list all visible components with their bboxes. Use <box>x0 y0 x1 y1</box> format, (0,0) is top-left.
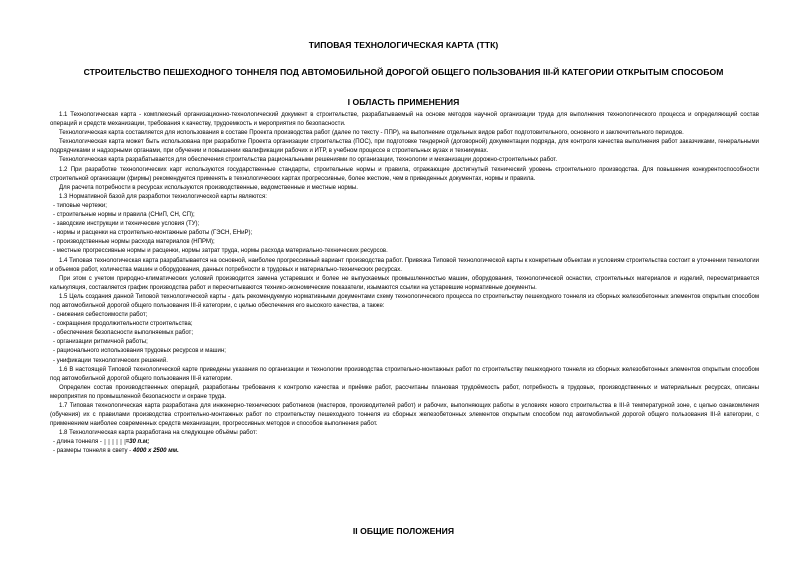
volume-tunnel-size <box>50 447 759 456</box>
paragraph: 1.3 Нормативной базой для разработки технологической карты являются: <box>59 193 267 200</box>
document-subtitle: СТРОИТЕЛЬСТВО ПЕШЕХОДНОГО ТОННЕЛЯ ПОД АВТОМОБИЛЬНОЙ ДОРОГОЙ ОБЩЕГО ПОЛЬЗОВАНИЯ III-Й КАТЕГОРИИ ОТКРЫТЫМ СПОСОБОМ <box>83 67 724 77</box>
section-heading-2: II ОБЩИЕ ПОЛОЖЕНИЯ <box>352 526 455 536</box>
paragraph: Технологическая карта составляется для использования в составе Проекта производства работ (далее по тексту - ППР), на выполнение отдельных видов работ подготовительного, основного и заключительного периодов. <box>59 130 684 137</box>
document-title: ТИПОВАЯ ТЕХНОЛОГИЧЕСКАЯ КАРТА (ТТК) <box>308 40 499 50</box>
paragraph: 1.5 Цель создания данной Типовой технологической карты - дать рекомендуемую нормативными документами схему технологического процесса по строительству пешеходного тоннеля из сборных железобетонных элементов открытым способом под автомобильной дорогой общего пользования III-й категории, с целью обеспечения его высокого качества, а также: <box>50 293 759 309</box>
paragraph: 1.1 Технологическая карта - комплексный организационно-технологический документ в строительстве, разрабатываемый на основе методов научной организации труда для выполнения технологического процесса и определяющий состав операций и средств механизации, требования к качеству, трудоемкость и мероприятия по безопасности. <box>50 112 759 128</box>
list-item: - заводские инструкции и технические условия (ТУ); <box>53 221 200 228</box>
list-item: - сокращения продолжительности строительства; <box>53 321 193 328</box>
list-item: - снижения себестоимости работ; <box>53 312 148 319</box>
document-body <box>50 111 759 457</box>
paragraph: Технологическая карта разрабатывается для обеспечения строительства рациональными решениями по организации, технологии и механизации дорожно-строительных работ. <box>59 157 558 164</box>
paragraph: 1.6 В настоящей Типовой технологической карте приведены указания по организации и технологии производства строительно-монтажных работ по строительству пешеходного тоннеля из сборных железобетонных элементов открытым способом под автомобильной дорогой общего пользования III-й категории. <box>50 366 759 382</box>
paragraph: При этом с учетом природно-климатических условий производится замена устаревших и более не выпускаемых промышленностью машин, оборудования, технологической оснастки, строительных материалов и изделий, пересматривается калькуляция, составляется график производства работ и пересчитываются технико-экономические показатели, изымаются ссылки на устаревшие нормативные документы. <box>50 275 759 291</box>
volume-value: 4000 x 2500 мм. <box>132 448 179 455</box>
volume-label: - длина тоннеля - <box>53 439 104 446</box>
paragraph: 1.7 Типовая технологическая карта разработана для инженерно-технических работников (мастеров, производителей работ) и рабочих, выполняющих работы в условиях нового строительства в III-й температурной зоне, с целью ознакомления (обучения) их с правилами производства строительно-монтажных работ по строительству пешеходного тоннеля из сборных железобетонных элементов открытым способом под автомобильной дорогой общего пользования III-й категории, с применением наиболее современных средств механизации, прогрессивных методов и способов выполнения работ. <box>50 403 759 428</box>
blurred-value <box>104 439 126 445</box>
list-item: - местные прогрессивные нормы и расценки, нормы затрат труда, нормы расхода материально-технических ресурсов. <box>53 248 388 255</box>
list-item: - нормы и расценки на строительно-монтажные работы (ГЭСН, ЕНиР); <box>53 230 253 237</box>
volume-label: - размеры тоннеля в свету - <box>53 448 133 455</box>
paragraph: Технологическая карта может быть использована при разработке Проекта организации строительства (ПОС), при подготовке тендерной (договорной) документации подряда, для контроля качества выполнения работ заказчиками, генеральными подрядчиками и надзорными органами, при обучении и повышении квалификации рабочих и ИТР, в учебном процессе в строительных вузах и техникумах. <box>50 139 759 155</box>
list-item: - организации ритмичной работы; <box>53 339 148 346</box>
paragraph: Для расчета потребности в ресурсах используются производственные, ведомственные и местные нормы. <box>59 184 358 191</box>
paragraph: 1.8 Технологическая карта разработана на следующие объёмы работ: <box>59 430 258 437</box>
list-item: - унификации технологических решений. <box>53 357 168 364</box>
paragraph: Определен состав производственных операций, разработаны требования к контролю качества и приёмке работ, рассчитаны плановая трудоёмкость работ, потребность в трудовых, производственных и материальных ресурсах, описаны мероприятия по промышленной безопасности и охране труда. <box>50 384 759 400</box>
paragraph: 1.4 Типовая технологическая карта разрабатывается на основной, наиболее прогрессивный вариант производства работ. Привязка Типовой технологической карты к конкретным объектам и условиям строительства состоит в уточнении технологии и объемов работ, количества машин и оборудования, данных потребности в трудовых и материально-технических ресурсах. <box>50 257 759 273</box>
list-item: - типовые чертежи; <box>53 202 107 209</box>
section-heading-1: I ОБЛАСТЬ ПРИМЕНЕНИЯ <box>347 97 460 107</box>
list-item: - рационального использования трудовых ресурсов и машин; <box>53 348 226 355</box>
volume-value: =30 п.м; <box>125 439 150 446</box>
paragraph: 1.2 При разработке технологических карт используются государственные стандарты, строительные нормы и правила, отражающие достигнутый технический уровень строительного производства. Для повышения конкурентоспособности строительной организации (фирмы) рекомендуется применять в технологических картах прогрессивные, более жесткие, чем в приведенных документах, нормы и правила. <box>50 166 759 182</box>
volume-tunnel-length <box>50 438 759 447</box>
list-item: - обеспечения безопасности выполняемых работ; <box>53 330 194 337</box>
list-item: - производственные нормы расхода материалов (НПРМ); <box>53 239 215 246</box>
list-item: - строительные нормы и правила (СНиП, СН, СП); <box>53 212 195 219</box>
